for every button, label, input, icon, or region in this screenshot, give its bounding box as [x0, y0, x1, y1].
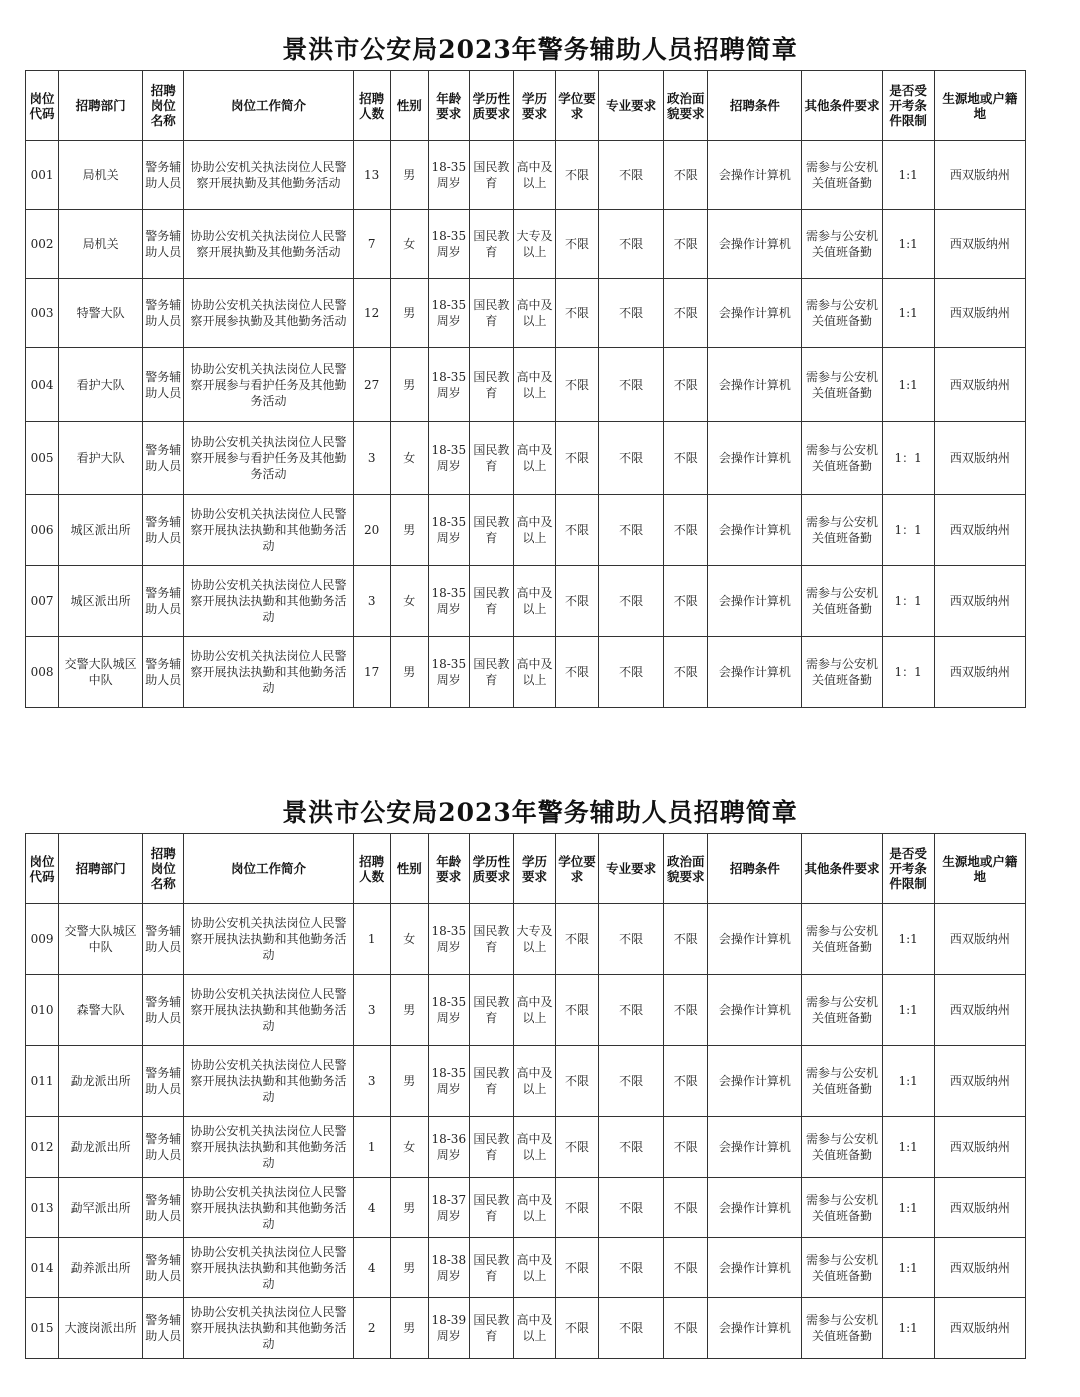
cell-post-code: 012 — [26, 1117, 59, 1178]
table-row — [26, 637, 1026, 708]
cell-job-description: 协助公安机关执法岗位人民警察开展执法执勤和其他勤务活动 — [184, 566, 353, 637]
cell-department: 城区派出所 — [59, 495, 143, 566]
cell-gender: 男 — [390, 348, 428, 422]
cell-age: 18-35周岁 — [428, 422, 469, 495]
cell-political: 不限 — [664, 1178, 708, 1238]
cell-department: 森警大队 — [59, 975, 143, 1046]
header-row — [26, 71, 1026, 141]
cell-job-description: 协助公安机关执法岗位人民警察开展执法执勤和其他勤务活动 — [184, 975, 353, 1046]
cell-headcount: 1 — [353, 904, 390, 975]
cell-department: 看护大队 — [59, 422, 143, 495]
cell-conditions: 会操作计算机 — [708, 279, 802, 348]
header-origin: 生源地或户籍地 — [934, 71, 1025, 141]
header-post-name: 招聘岗位名称 — [143, 71, 184, 141]
header-headcount: 招聘人数 — [353, 834, 390, 904]
cell-conditions: 会操作计算机 — [708, 637, 802, 708]
cell-post-code: 007 — [26, 566, 59, 637]
cell-degree: 不限 — [555, 141, 598, 210]
cell-department: 交警大队城区中队 — [59, 904, 143, 975]
table-row — [26, 1178, 1026, 1238]
page-title: 景洪市公安局2023年警务辅助人员招聘简章 — [282, 35, 798, 64]
cell-edu-type: 国民教育 — [469, 566, 513, 637]
cell-gender: 女 — [390, 904, 428, 975]
cell-job-description: 协助公安机关执法岗位人民警察开展参与看护任务及其他勤务活动 — [184, 348, 353, 422]
cell-degree: 不限 — [555, 210, 598, 279]
cell-department: 交警大队城区中队 — [59, 637, 143, 708]
cell-conditions: 会操作计算机 — [708, 1298, 802, 1359]
cell-department: 看护大队 — [59, 348, 143, 422]
cell-post-code: 003 — [26, 279, 59, 348]
header-headcount: 招聘人数 — [353, 71, 390, 141]
cell-age: 18-35周岁 — [428, 495, 469, 566]
cell-exam-ratio: 1:1 — [882, 1178, 934, 1238]
cell-department: 勐龙派出所 — [59, 1046, 143, 1117]
cell-origin: 西双版纳州 — [934, 141, 1025, 210]
cell-origin: 西双版纳州 — [934, 279, 1025, 348]
cell-headcount: 13 — [353, 141, 390, 210]
cell-conditions: 会操作计算机 — [708, 141, 802, 210]
cell-major: 不限 — [599, 1178, 664, 1238]
cell-degree: 不限 — [555, 904, 598, 975]
cell-age: 18-35周岁 — [428, 975, 469, 1046]
header-post-code: 岗位代码 — [26, 71, 59, 141]
cell-other-requirements: 需参与公安机关值班备勤 — [802, 1117, 882, 1178]
cell-political: 不限 — [664, 279, 708, 348]
cell-gender: 女 — [390, 566, 428, 637]
cell-origin: 西双版纳州 — [934, 566, 1025, 637]
cell-post-name: 警务辅助人员 — [143, 566, 184, 637]
cell-exam-ratio: 1:1 — [882, 1238, 934, 1298]
cell-department: 大渡岗派出所 — [59, 1298, 143, 1359]
cell-post-name: 警务辅助人员 — [143, 141, 184, 210]
cell-origin: 西双版纳州 — [934, 422, 1025, 495]
cell-job-description: 协助公安机关执法岗位人民警察开展执法执勤和其他勤务活动 — [184, 1178, 353, 1238]
cell-edu-type: 国民教育 — [469, 904, 513, 975]
header-other-requirements: 其他条件要求 — [802, 834, 882, 904]
cell-headcount: 4 — [353, 1238, 390, 1298]
cell-post-name: 警务辅助人员 — [143, 1298, 184, 1359]
cell-edu-level: 高中及以上 — [513, 1117, 555, 1178]
cell-post-name: 警务辅助人员 — [143, 904, 184, 975]
table-row — [26, 495, 1026, 566]
cell-major: 不限 — [599, 279, 664, 348]
cell-major: 不限 — [599, 348, 664, 422]
cell-other-requirements: 需参与公安机关值班备勤 — [802, 348, 882, 422]
cell-age: 18-35周岁 — [428, 210, 469, 279]
cell-gender: 男 — [390, 1178, 428, 1238]
cell-edu-type: 国民教育 — [469, 495, 513, 566]
cell-edu-type: 国民教育 — [469, 348, 513, 422]
cell-other-requirements: 需参与公安机关值班备勤 — [802, 495, 882, 566]
cell-age: 18-38周岁 — [428, 1238, 469, 1298]
cell-gender: 女 — [390, 210, 428, 279]
cell-edu-level: 高中及以上 — [513, 1046, 555, 1117]
cell-conditions: 会操作计算机 — [708, 1117, 802, 1178]
cell-political: 不限 — [664, 975, 708, 1046]
header-post-name: 招聘岗位名称 — [143, 834, 184, 904]
cell-post-code: 008 — [26, 637, 59, 708]
cell-edu-level: 高中及以上 — [513, 1238, 555, 1298]
cell-exam-ratio: 1:1 — [882, 279, 934, 348]
cell-headcount: 20 — [353, 495, 390, 566]
cell-degree: 不限 — [555, 1178, 598, 1238]
cell-gender: 男 — [390, 279, 428, 348]
cell-political: 不限 — [664, 1298, 708, 1359]
header-edu-type: 学历性质要求 — [469, 71, 513, 141]
cell-other-requirements: 需参与公安机关值班备勤 — [802, 1298, 882, 1359]
cell-exam-ratio: 1:1 — [882, 1298, 934, 1359]
cell-degree: 不限 — [555, 348, 598, 422]
cell-conditions: 会操作计算机 — [708, 495, 802, 566]
cell-conditions: 会操作计算机 — [708, 348, 802, 422]
cell-headcount: 12 — [353, 279, 390, 348]
table-row — [26, 975, 1026, 1046]
cell-conditions: 会操作计算机 — [708, 904, 802, 975]
cell-degree: 不限 — [555, 975, 598, 1046]
header-other-requirements: 其他条件要求 — [802, 71, 882, 141]
cell-major: 不限 — [599, 141, 664, 210]
cell-degree: 不限 — [555, 566, 598, 637]
header-gender: 性别 — [390, 71, 428, 141]
header-edu-type: 学历性质要求 — [469, 834, 513, 904]
cell-political: 不限 — [664, 904, 708, 975]
header-department: 招聘部门 — [59, 71, 143, 141]
header-row — [26, 834, 1026, 904]
cell-age: 18-35周岁 — [428, 637, 469, 708]
cell-degree: 不限 — [555, 422, 598, 495]
cell-major: 不限 — [599, 495, 664, 566]
cell-exam-ratio: 1:1 — [882, 904, 934, 975]
header-age: 年龄要求 — [428, 71, 469, 141]
cell-degree: 不限 — [555, 279, 598, 348]
cell-edu-level: 高中及以上 — [513, 279, 555, 348]
cell-job-description: 协助公安机关执法岗位人民警察开展执法执勤和其他勤务活动 — [184, 1238, 353, 1298]
cell-exam-ratio: 1：1 — [882, 637, 934, 708]
cell-exam-ratio: 1:1 — [882, 1117, 934, 1178]
cell-job-description: 协助公安机关执法岗位人民警察开展执法执勤和其他勤务活动 — [184, 495, 353, 566]
cell-exam-ratio: 1：1 — [882, 495, 934, 566]
cell-major: 不限 — [599, 1238, 664, 1298]
cell-political: 不限 — [664, 566, 708, 637]
cell-exam-ratio: 1：1 — [882, 566, 934, 637]
cell-job-description: 协助公安机关执法岗位人民警察开展执法执勤和其他勤务活动 — [184, 1046, 353, 1117]
cell-post-code: 013 — [26, 1178, 59, 1238]
cell-exam-ratio: 1:1 — [882, 975, 934, 1046]
header-department: 招聘部门 — [59, 834, 143, 904]
page-title: 景洪市公安局2023年警务辅助人员招聘简章 — [282, 798, 798, 827]
cell-job-description: 协助公安机关执法岗位人民警察开展参执勤及其他勤务活动 — [184, 279, 353, 348]
cell-age: 18-35周岁 — [428, 279, 469, 348]
cell-job-description: 协助公安机关执法岗位人民警察开展执勤及其他勤务活动 — [184, 141, 353, 210]
cell-post-code: 009 — [26, 904, 59, 975]
header-job-description: 岗位工作简介 — [184, 71, 353, 141]
cell-department: 勐养派出所 — [59, 1238, 143, 1298]
cell-other-requirements: 需参与公安机关值班备勤 — [802, 210, 882, 279]
cell-post-name: 警务辅助人员 — [143, 637, 184, 708]
cell-post-code: 006 — [26, 495, 59, 566]
cell-post-code: 011 — [26, 1046, 59, 1117]
cell-political: 不限 — [664, 1238, 708, 1298]
cell-conditions: 会操作计算机 — [708, 975, 802, 1046]
cell-major: 不限 — [599, 422, 664, 495]
cell-post-code: 015 — [26, 1298, 59, 1359]
cell-edu-level: 高中及以上 — [513, 348, 555, 422]
recruitment-table — [25, 833, 1026, 1359]
table-row — [26, 210, 1026, 279]
cell-post-name: 警务辅助人员 — [143, 1238, 184, 1298]
cell-major: 不限 — [599, 904, 664, 975]
cell-conditions: 会操作计算机 — [708, 1046, 802, 1117]
cell-post-name: 警务辅助人员 — [143, 1117, 184, 1178]
cell-post-code: 001 — [26, 141, 59, 210]
cell-headcount: 27 — [353, 348, 390, 422]
cell-edu-type: 国民教育 — [469, 279, 513, 348]
cell-other-requirements: 需参与公安机关值班备勤 — [802, 975, 882, 1046]
cell-political: 不限 — [664, 495, 708, 566]
cell-headcount: 17 — [353, 637, 390, 708]
cell-job-description: 协助公安机关执法岗位人民警察开展执勤及其他勤务活动 — [184, 210, 353, 279]
header-political: 政治面貌要求 — [664, 834, 708, 904]
cell-age: 18-35周岁 — [428, 348, 469, 422]
cell-headcount: 3 — [353, 975, 390, 1046]
cell-job-description: 协助公安机关执法岗位人民警察开展执法执勤和其他勤务活动 — [184, 1117, 353, 1178]
cell-department: 局机关 — [59, 210, 143, 279]
cell-major: 不限 — [599, 210, 664, 279]
cell-conditions: 会操作计算机 — [708, 566, 802, 637]
header-major: 专业要求 — [599, 834, 664, 904]
cell-job-description: 协助公安机关执法岗位人民警察开展执法执勤和其他勤务活动 — [184, 1298, 353, 1359]
cell-edu-type: 国民教育 — [469, 210, 513, 279]
cell-age: 18-35周岁 — [428, 1046, 469, 1117]
cell-headcount: 7 — [353, 210, 390, 279]
cell-degree: 不限 — [555, 1046, 598, 1117]
cell-edu-level: 大专及以上 — [513, 210, 555, 279]
cell-other-requirements: 需参与公安机关值班备勤 — [802, 1238, 882, 1298]
cell-gender: 男 — [390, 975, 428, 1046]
header-political: 政治面貌要求 — [664, 71, 708, 141]
cell-post-name: 警务辅助人员 — [143, 279, 184, 348]
cell-post-name: 警务辅助人员 — [143, 348, 184, 422]
cell-post-name: 警务辅助人员 — [143, 210, 184, 279]
table-row — [26, 904, 1026, 975]
cell-age: 18-35周岁 — [428, 566, 469, 637]
cell-origin: 西双版纳州 — [934, 1298, 1025, 1359]
cell-headcount: 3 — [353, 1046, 390, 1117]
cell-major: 不限 — [599, 1298, 664, 1359]
cell-age: 18-36周岁 — [428, 1117, 469, 1178]
table-row — [26, 348, 1026, 422]
header-exam-ratio: 是否受开考条件限制 — [882, 71, 934, 141]
cell-edu-level: 高中及以上 — [513, 637, 555, 708]
cell-job-description: 协助公安机关执法岗位人民警察开展参与看护任务及其他勤务活动 — [184, 422, 353, 495]
cell-political: 不限 — [664, 141, 708, 210]
cell-post-name: 警务辅助人员 — [143, 422, 184, 495]
cell-degree: 不限 — [555, 495, 598, 566]
cell-origin: 西双版纳州 — [934, 1178, 1025, 1238]
cell-other-requirements: 需参与公安机关值班备勤 — [802, 566, 882, 637]
cell-gender: 男 — [390, 1298, 428, 1359]
cell-major: 不限 — [599, 1117, 664, 1178]
cell-headcount: 3 — [353, 422, 390, 495]
cell-origin: 西双版纳州 — [934, 495, 1025, 566]
cell-edu-level: 高中及以上 — [513, 566, 555, 637]
cell-job-description: 协助公安机关执法岗位人民警察开展执法执勤和其他勤务活动 — [184, 637, 353, 708]
cell-gender: 男 — [390, 637, 428, 708]
cell-political: 不限 — [664, 348, 708, 422]
cell-conditions: 会操作计算机 — [708, 1238, 802, 1298]
cell-exam-ratio: 1:1 — [882, 210, 934, 279]
recruitment-table — [25, 70, 1026, 708]
cell-post-code: 010 — [26, 975, 59, 1046]
table-row — [26, 1117, 1026, 1178]
cell-other-requirements: 需参与公安机关值班备勤 — [802, 279, 882, 348]
table-row — [26, 1238, 1026, 1298]
cell-post-code: 004 — [26, 348, 59, 422]
header-conditions: 招聘条件 — [708, 71, 802, 141]
cell-origin: 西双版纳州 — [934, 904, 1025, 975]
cell-edu-type: 国民教育 — [469, 1298, 513, 1359]
cell-edu-level: 高中及以上 — [513, 141, 555, 210]
table-row — [26, 141, 1026, 210]
cell-edu-type: 国民教育 — [469, 975, 513, 1046]
cell-exam-ratio: 1:1 — [882, 1046, 934, 1117]
cell-major: 不限 — [599, 566, 664, 637]
header-origin: 生源地或户籍地 — [934, 834, 1025, 904]
cell-gender: 女 — [390, 1117, 428, 1178]
table-row — [26, 1298, 1026, 1359]
cell-other-requirements: 需参与公安机关值班备勤 — [802, 1178, 882, 1238]
cell-origin: 西双版纳州 — [934, 1117, 1025, 1178]
cell-edu-type: 国民教育 — [469, 1117, 513, 1178]
header-job-description: 岗位工作简介 — [184, 834, 353, 904]
cell-other-requirements: 需参与公安机关值班备勤 — [802, 904, 882, 975]
cell-conditions: 会操作计算机 — [708, 210, 802, 279]
cell-major: 不限 — [599, 1046, 664, 1117]
cell-post-name: 警务辅助人员 — [143, 495, 184, 566]
cell-headcount: 2 — [353, 1298, 390, 1359]
cell-post-name: 警务辅助人员 — [143, 975, 184, 1046]
cell-edu-type: 国民教育 — [469, 1238, 513, 1298]
cell-headcount: 1 — [353, 1117, 390, 1178]
cell-political: 不限 — [664, 1046, 708, 1117]
cell-job-description: 协助公安机关执法岗位人民警察开展执法执勤和其他勤务活动 — [184, 904, 353, 975]
cell-political: 不限 — [664, 422, 708, 495]
cell-exam-ratio: 1:1 — [882, 348, 934, 422]
cell-exam-ratio: 1：1 — [882, 422, 934, 495]
cell-origin: 西双版纳州 — [934, 975, 1025, 1046]
cell-edu-level: 高中及以上 — [513, 495, 555, 566]
table-row — [26, 1046, 1026, 1117]
cell-edu-level: 高中及以上 — [513, 1178, 555, 1238]
header-age: 年龄要求 — [428, 834, 469, 904]
header-major: 专业要求 — [599, 71, 664, 141]
cell-edu-type: 国民教育 — [469, 1046, 513, 1117]
header-exam-ratio: 是否受开考条件限制 — [882, 834, 934, 904]
cell-other-requirements: 需参与公安机关值班备勤 — [802, 141, 882, 210]
cell-post-name: 警务辅助人员 — [143, 1178, 184, 1238]
cell-degree: 不限 — [555, 637, 598, 708]
header-degree: 学位要求 — [555, 71, 598, 141]
header-edu-level: 学历要求 — [513, 71, 555, 141]
cell-political: 不限 — [664, 637, 708, 708]
cell-post-code: 014 — [26, 1238, 59, 1298]
cell-age: 18-37周岁 — [428, 1178, 469, 1238]
header-conditions: 招聘条件 — [708, 834, 802, 904]
cell-political: 不限 — [664, 210, 708, 279]
table-row — [26, 279, 1026, 348]
table-row — [26, 422, 1026, 495]
cell-age: 18-35周岁 — [428, 141, 469, 210]
cell-degree: 不限 — [555, 1238, 598, 1298]
cell-department: 勐龙派出所 — [59, 1117, 143, 1178]
cell-edu-type: 国民教育 — [469, 422, 513, 495]
cell-edu-level: 高中及以上 — [513, 1298, 555, 1359]
cell-exam-ratio: 1:1 — [882, 141, 934, 210]
cell-department: 勐罕派出所 — [59, 1178, 143, 1238]
cell-department: 城区派出所 — [59, 566, 143, 637]
cell-gender: 男 — [390, 1238, 428, 1298]
cell-edu-level: 高中及以上 — [513, 975, 555, 1046]
cell-edu-type: 国民教育 — [469, 141, 513, 210]
cell-edu-type: 国民教育 — [469, 1178, 513, 1238]
cell-origin: 西双版纳州 — [934, 348, 1025, 422]
header-post-code: 岗位代码 — [26, 834, 59, 904]
cell-post-name: 警务辅助人员 — [143, 1046, 184, 1117]
cell-major: 不限 — [599, 637, 664, 708]
cell-department: 局机关 — [59, 141, 143, 210]
cell-major: 不限 — [599, 975, 664, 1046]
cell-degree: 不限 — [555, 1298, 598, 1359]
cell-origin: 西双版纳州 — [934, 1238, 1025, 1298]
header-degree: 学位要求 — [555, 834, 598, 904]
header-gender: 性别 — [390, 834, 428, 904]
cell-other-requirements: 需参与公安机关值班备勤 — [802, 422, 882, 495]
cell-conditions: 会操作计算机 — [708, 1178, 802, 1238]
cell-department: 特警大队 — [59, 279, 143, 348]
cell-age: 18-35周岁 — [428, 904, 469, 975]
cell-other-requirements: 需参与公安机关值班备勤 — [802, 1046, 882, 1117]
cell-conditions: 会操作计算机 — [708, 422, 802, 495]
cell-edu-level: 大专及以上 — [513, 904, 555, 975]
cell-post-code: 002 — [26, 210, 59, 279]
cell-gender: 男 — [390, 1046, 428, 1117]
cell-other-requirements: 需参与公安机关值班备勤 — [802, 637, 882, 708]
cell-degree: 不限 — [555, 1117, 598, 1178]
cell-headcount: 4 — [353, 1178, 390, 1238]
cell-post-code: 005 — [26, 422, 59, 495]
cell-edu-level: 高中及以上 — [513, 422, 555, 495]
cell-age: 18-39周岁 — [428, 1298, 469, 1359]
cell-political: 不限 — [664, 1117, 708, 1178]
cell-origin: 西双版纳州 — [934, 1046, 1025, 1117]
cell-origin: 西双版纳州 — [934, 637, 1025, 708]
cell-headcount: 3 — [353, 566, 390, 637]
header-edu-level: 学历要求 — [513, 834, 555, 904]
cell-edu-type: 国民教育 — [469, 637, 513, 708]
cell-origin: 西双版纳州 — [934, 210, 1025, 279]
cell-gender: 男 — [390, 141, 428, 210]
table-row — [26, 566, 1026, 637]
cell-gender: 男 — [390, 495, 428, 566]
cell-gender: 女 — [390, 422, 428, 495]
